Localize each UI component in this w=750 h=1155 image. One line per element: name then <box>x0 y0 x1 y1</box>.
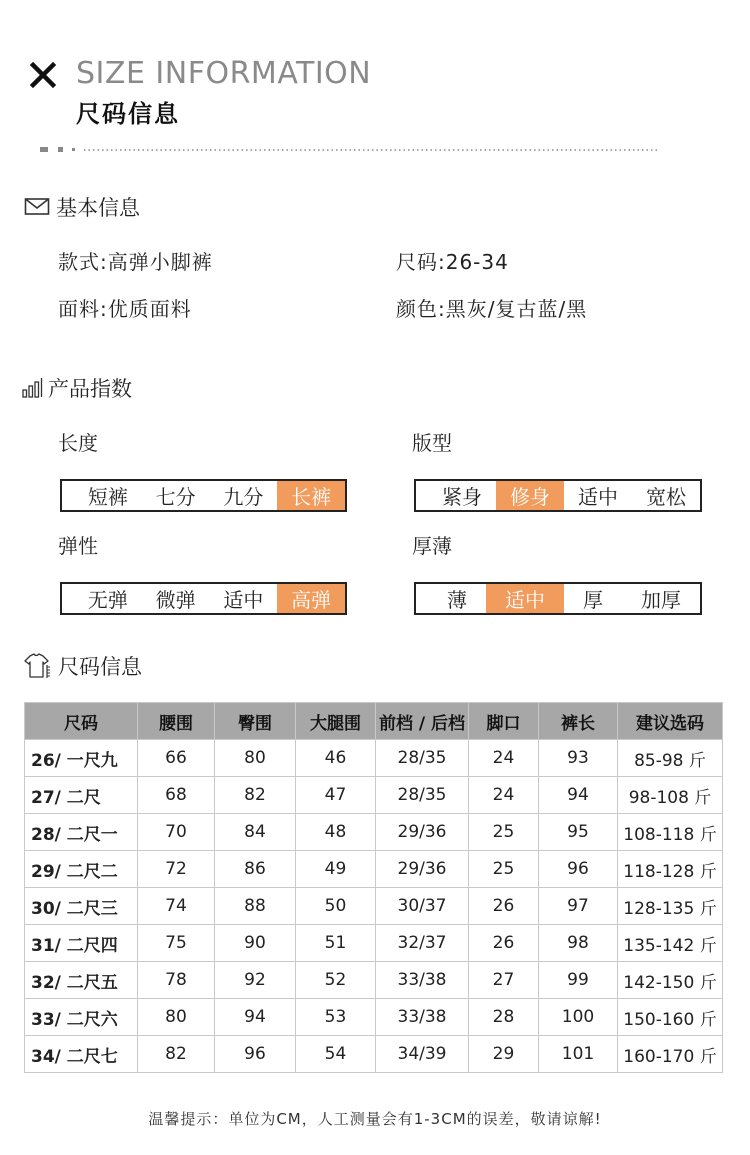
thickness-option: 薄 <box>447 588 467 612</box>
table-cell: 70 <box>138 814 215 851</box>
table-cell: 128-135 斤 <box>618 888 723 925</box>
size-cell: 32/ 二尺五 <box>25 962 138 999</box>
table-cell: 24 <box>469 777 539 814</box>
table-cell: 74 <box>138 888 215 925</box>
thickness-option: 厚 <box>583 588 603 612</box>
size-cell: 31/ 二尺四 <box>25 925 138 962</box>
table-header-row <box>25 703 723 740</box>
thickness-label: 厚薄 <box>412 534 452 558</box>
product-index-title: 产品指数 <box>48 377 132 401</box>
table-cell: 88 <box>215 888 296 925</box>
table-cell: 72 <box>138 851 215 888</box>
size-info-title: 尺码信息 <box>58 655 142 679</box>
table-cell: 95 <box>539 814 618 851</box>
table-cell: 78 <box>138 962 215 999</box>
style-value: 款式:高弹小脚裤 <box>58 250 213 274</box>
table-cell: 29/36 <box>376 814 469 851</box>
column-header: 臀围 <box>215 703 296 740</box>
table-row <box>25 777 723 814</box>
table-cell: 51 <box>296 925 376 962</box>
table-cell: 90 <box>215 925 296 962</box>
elasticity-option: 无弹 <box>87 588 128 612</box>
thickness-option: 适中 <box>486 584 564 613</box>
table-cell: 96 <box>215 1036 296 1073</box>
table-cell: 99 <box>539 962 618 999</box>
column-header: 大腿围 <box>296 703 376 740</box>
size-info-heading <box>22 651 142 681</box>
table-cell: 25 <box>469 851 539 888</box>
table-cell: 82 <box>215 777 296 814</box>
elasticity-label: 弹性 <box>58 534 98 558</box>
color-value: 颜色:黑灰/复古蓝/黑 <box>396 297 588 321</box>
column-header: 腰围 <box>138 703 215 740</box>
envelope-icon <box>24 197 50 217</box>
table-cell: 46 <box>296 740 376 777</box>
table-cell: 98-108 斤 <box>618 777 723 814</box>
length-option: 九分 <box>223 485 264 509</box>
basic-info-heading <box>24 192 140 222</box>
length-option: 长裤 <box>277 481 345 510</box>
column-header: 尺码 <box>25 703 138 740</box>
table-row <box>25 999 723 1036</box>
table-cell: 48 <box>296 814 376 851</box>
table-cell: 33/38 <box>376 962 469 999</box>
table-cell: 85-98 斤 <box>618 740 723 777</box>
table-cell: 33/38 <box>376 999 469 1036</box>
table-cell: 100 <box>539 999 618 1036</box>
elasticity-scale <box>60 582 347 615</box>
column-header: 裤长 <box>539 703 618 740</box>
table-cell: 26 <box>469 888 539 925</box>
basic-info-title: 基本信息 <box>56 196 140 220</box>
table-cell: 118-128 斤 <box>618 851 723 888</box>
length-option: 短裤 <box>87 485 128 509</box>
tshirt-icon <box>22 653 54 679</box>
elasticity-option: 适中 <box>223 588 264 612</box>
length-option: 七分 <box>155 485 196 509</box>
size-range-value: 尺码:26-34 <box>396 250 509 274</box>
table-cell: 80 <box>215 740 296 777</box>
fit-option: 修身 <box>496 481 564 510</box>
table-cell: 29 <box>469 1036 539 1073</box>
table-cell: 96 <box>539 851 618 888</box>
page-title: 尺码信息 <box>76 100 180 128</box>
table-cell: 94 <box>215 999 296 1036</box>
table-cell: 142-150 斤 <box>618 962 723 999</box>
table-cell: 28 <box>469 999 539 1036</box>
size-cell: 29/ 二尺二 <box>25 851 138 888</box>
dotted-divider <box>40 144 660 154</box>
table-cell: 108-118 斤 <box>618 814 723 851</box>
table-row <box>25 888 723 925</box>
table-cell: 93 <box>539 740 618 777</box>
table-row <box>25 925 723 962</box>
elasticity-option: 高弹 <box>277 584 345 613</box>
table-cell: 28/35 <box>376 777 469 814</box>
title-en: SIZE INFORMATION <box>76 56 372 91</box>
table-row <box>25 814 723 851</box>
column-header: 脚口 <box>469 703 539 740</box>
thickness-scale <box>414 582 702 615</box>
table-cell: 92 <box>215 962 296 999</box>
size-cell: 34/ 二尺七 <box>25 1036 138 1073</box>
table-row <box>25 851 723 888</box>
table-row <box>25 1036 723 1073</box>
size-cell: 30/ 二尺三 <box>25 888 138 925</box>
table-cell: 80 <box>138 999 215 1036</box>
product-index-heading <box>22 373 132 403</box>
bar-chart-icon <box>22 377 44 399</box>
table-cell: 98 <box>539 925 618 962</box>
table-cell: 27 <box>469 962 539 999</box>
fit-label: 版型 <box>412 431 452 455</box>
column-header: 建议选码 <box>618 703 723 740</box>
size-cell: 26/ 一尺九 <box>25 740 138 777</box>
fit-option: 宽松 <box>646 485 686 509</box>
table-cell: 101 <box>539 1036 618 1073</box>
table-cell: 28/35 <box>376 740 469 777</box>
table-cell: 34/39 <box>376 1036 469 1073</box>
table-cell: 53 <box>296 999 376 1036</box>
size-cell: 33/ 二尺六 <box>25 999 138 1036</box>
table-cell: 160-170 斤 <box>618 1036 723 1073</box>
table-cell: 50 <box>296 888 376 925</box>
table-row <box>25 962 723 999</box>
fit-option: 适中 <box>578 485 618 509</box>
table-row <box>25 740 723 777</box>
table-cell: 30/37 <box>376 888 469 925</box>
fit-scale <box>414 479 702 512</box>
table-cell: 49 <box>296 851 376 888</box>
table-cell: 47 <box>296 777 376 814</box>
elasticity-option: 微弹 <box>155 588 196 612</box>
table-cell: 24 <box>469 740 539 777</box>
table-cell: 26 <box>469 925 539 962</box>
length-label: 长度 <box>58 431 98 455</box>
table-cell: 52 <box>296 962 376 999</box>
table-cell: 66 <box>138 740 215 777</box>
table-cell: 68 <box>138 777 215 814</box>
table-cell: 86 <box>215 851 296 888</box>
table-cell: 84 <box>215 814 296 851</box>
size-cell: 28/ 二尺一 <box>25 814 138 851</box>
table-cell: 135-142 斤 <box>618 925 723 962</box>
size-cell: 27/ 二尺 <box>25 777 138 814</box>
fit-option: 紧身 <box>442 485 482 509</box>
table-cell: 150-160 斤 <box>618 999 723 1036</box>
table-cell: 75 <box>138 925 215 962</box>
table-cell: 29/36 <box>376 851 469 888</box>
column-header: 前档 / 后档 <box>376 703 469 740</box>
table-cell: 97 <box>539 888 618 925</box>
footer-note: 温馨提示：单位为CM，人工测量会有1-3CM的误差，敬请谅解! <box>148 1110 602 1128</box>
size-table <box>24 702 723 1073</box>
close-icon <box>28 60 58 90</box>
table-cell: 82 <box>138 1036 215 1073</box>
table-cell: 32/37 <box>376 925 469 962</box>
table-cell: 25 <box>469 814 539 851</box>
table-cell: 94 <box>539 777 618 814</box>
table-cell: 54 <box>296 1036 376 1073</box>
fabric-value: 面料:优质面料 <box>58 297 192 321</box>
thickness-option: 加厚 <box>641 588 681 612</box>
length-scale <box>60 479 347 512</box>
